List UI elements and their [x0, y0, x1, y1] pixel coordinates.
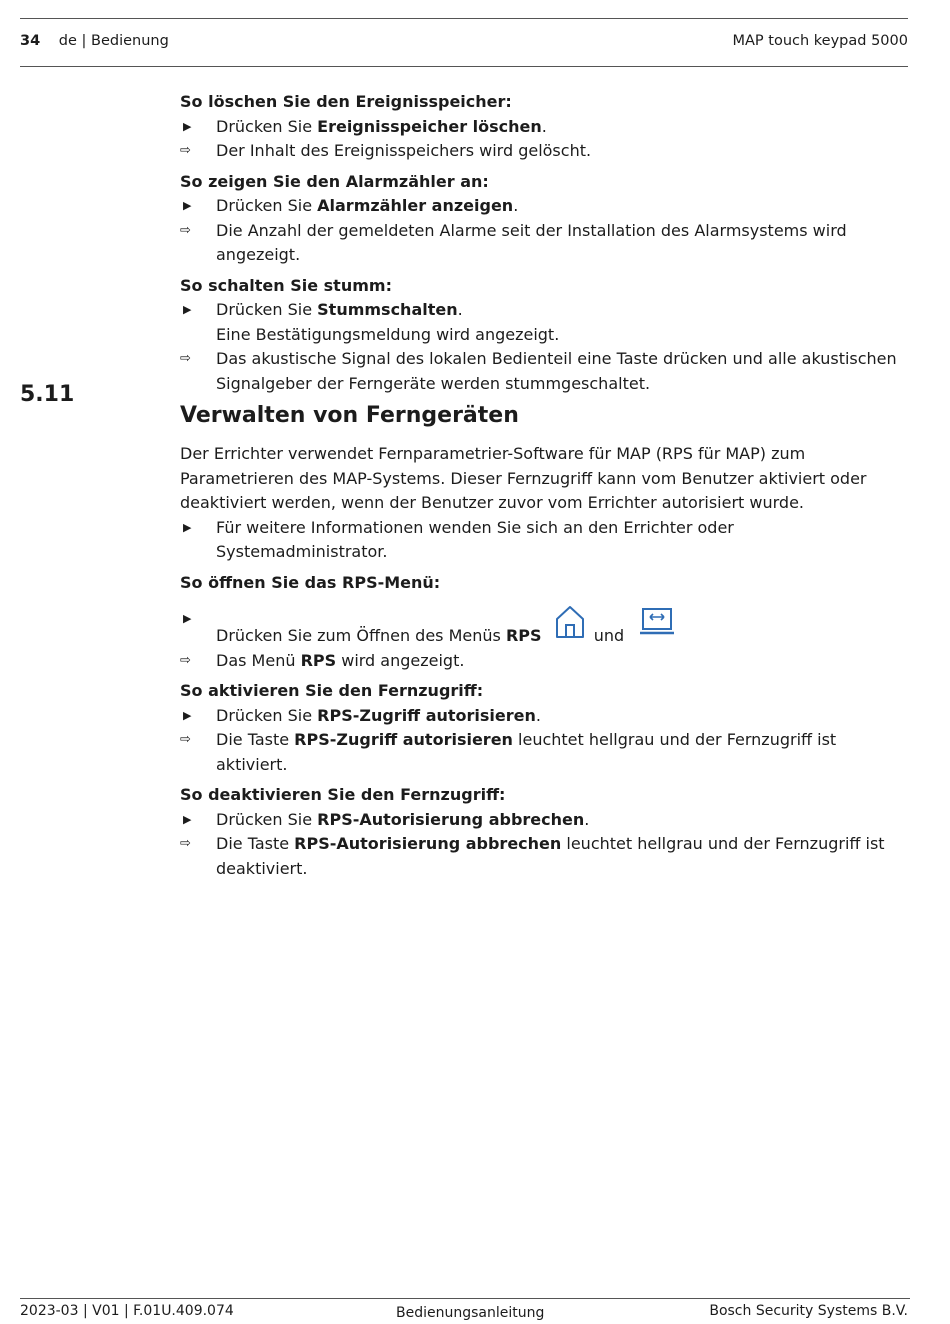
header-section: de | Bedienung: [58, 33, 169, 49]
step-item: ▶ Drücken Sie RPS-Autorisierung abbrechen.: [180, 808, 905, 833]
step-item: ▶ Drücken Sie Alarmzähler anzeigen.: [180, 194, 905, 219]
step-item: ▶ Drücken Sie Ereignisspeicher löschen.: [180, 115, 905, 140]
result-item: ⇨ Die Anzahl der gemeldeten Alarme seit der Installation des Alarmsystems wird angezeigt.: [180, 220, 847, 264]
result-arrow-icon: ⇨: [180, 836, 191, 851]
footer-doc-type: Bedienungsanleitung: [396, 1305, 545, 1321]
footer-company: Bosch Security Systems B.V.: [709, 1303, 908, 1319]
heading-open-rps: So öffnen Sie das RPS-Menü:: [180, 572, 441, 592]
step-arrow-icon: ▶: [183, 303, 192, 316]
section-intro: Der Errichter verwendet Fernparametrier-Software für MAP (RPS für MAP) zum Parametrieren des MAP-Systems. Dieser Fernzugriff kann vom Benutzer aktiviert oder deaktiviert werden, wenn der Benutzer zuvor vom Errichter autorisiert wurde.: [180, 444, 867, 512]
result-item: ⇨ Die Taste RPS-Autorisierung abbrechen leuchtet hellgrau und der Fernzugriff ist deaktiviert.: [180, 834, 885, 878]
header-bottom-rule: [20, 66, 908, 67]
footer-rule: [20, 1298, 910, 1299]
step-item: ▶ Drücken Sie RPS-Zugriff autorisieren.: [180, 704, 905, 729]
step-item: ▶ Drücken Sie Stummschalten. Eine Bestätigungsmeldung wird angezeigt.: [180, 298, 905, 347]
result-item: ⇨ Der Inhalt des Ereignisspeichers wird gelöscht.: [180, 139, 905, 164]
heading-clear-event-log: So löschen Sie den Ereignisspeicher:: [180, 92, 512, 111]
home-icon: [555, 605, 585, 647]
result-arrow-icon: ⇨: [180, 143, 191, 158]
header-top-rule: [20, 18, 908, 19]
step-item: ▶ Für weitere Informationen wenden Sie sich an den Errichter oder Systemadministrator.: [180, 516, 905, 565]
step-arrow-icon: ▶: [183, 812, 192, 826]
heading-alarm-counter: So zeigen Sie den Alarmzähler an:: [180, 171, 489, 191]
result-arrow-icon: ⇨: [180, 652, 191, 668]
result-arrow-icon: ⇨: [180, 732, 191, 747]
section-number: 5.11: [20, 382, 75, 407]
step-arrow-icon: ▶: [183, 520, 192, 534]
result-item: ⇨ Die Taste RPS-Zugriff autorisieren leuchtet hellgrau und der Fernzugriff ist aktiviert.: [180, 730, 837, 774]
result-item: ⇨ Das Menü RPS wird angezeigt.: [180, 649, 905, 674]
page-number: 34: [20, 33, 41, 49]
heading-activate-remote: So aktivieren Sie den Fernzugriff:: [180, 681, 484, 700]
footer-doc-id: 2023-03 | V01 | F.01U.409.074: [20, 1303, 234, 1319]
step-arrow-icon: ▶: [183, 708, 192, 722]
header-product: MAP touch keypad 5000: [732, 33, 908, 49]
result-arrow-icon: ⇨: [180, 351, 191, 366]
section-title: Verwalten von Ferngeräten: [180, 403, 519, 428]
main-content: [180, 90, 905, 881]
heading-mute: So schalten Sie stumm:: [180, 275, 392, 295]
remote-laptop-icon: [639, 607, 675, 645]
step-item: ▶ Drücken Sie zum Öffnen des Menüs RPS und: [180, 607, 905, 649]
step-arrow-icon: ▶: [183, 612, 192, 625]
step-arrow-icon: ▶: [183, 119, 192, 133]
result-item: ⇨ Das akustische Signal des lokalen Bedienteil eine Taste drücken und alle akustischen Signalgeber der Ferngeräte werden stummgeschaltet.: [180, 349, 897, 393]
heading-deactivate-remote: So deaktivieren Sie den Fernzugriff:: [180, 785, 506, 804]
result-arrow-icon: ⇨: [180, 222, 191, 238]
page-header: [20, 33, 908, 49]
step-arrow-icon: ▶: [183, 199, 192, 212]
